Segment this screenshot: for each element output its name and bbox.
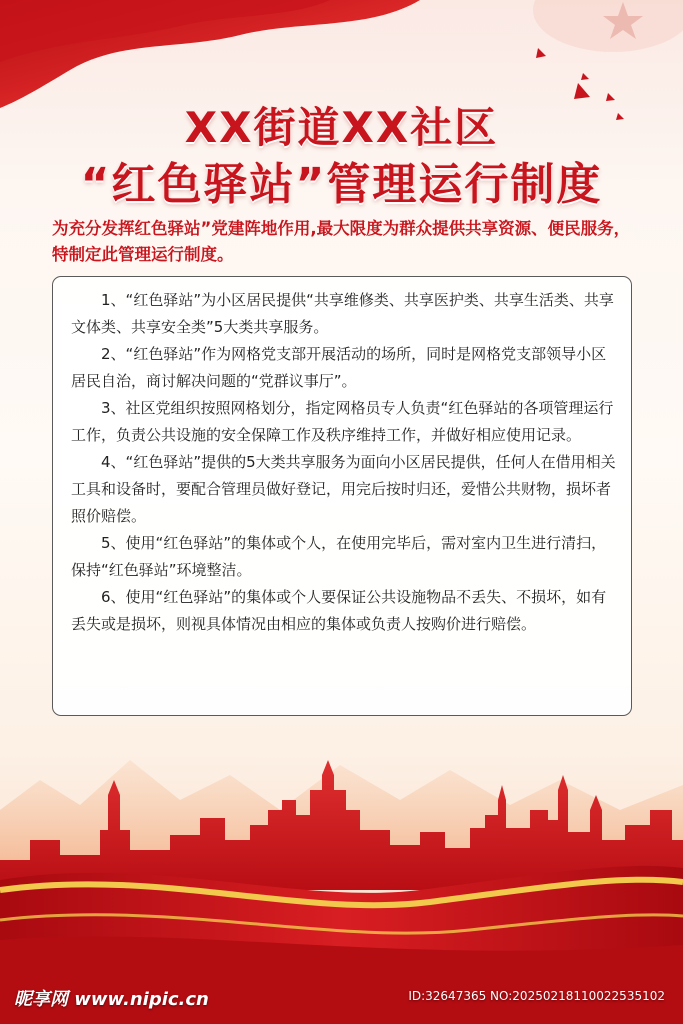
rules-box bbox=[52, 276, 632, 716]
red-flag-decoration bbox=[0, 0, 420, 110]
poster-title-line1: XX街道XX社区 bbox=[184, 103, 499, 152]
rule-item: 3、社区党组织按照网格划分，指定网格员专人负责“红色驿站的各项管理运行工作，负责公共设施的安全保障工作及秩序维持工作，并做好相应使用记录。 bbox=[71, 399, 614, 444]
rule-item: 1、“红色驿站”为小区居民提供“共享维修类、共享医护类、共享生活类、共享文体类、共享安全类”5大类共享服务。 bbox=[71, 291, 614, 336]
rule-item: 5、使用“红色驿站”的集体或个人，在使用完毕后，需对室内卫生进行清扫，保持“红色驿站”环境整洁。 bbox=[71, 534, 607, 579]
watermark-id: ID:32647365 NO:20250218110022535102 bbox=[408, 989, 665, 1003]
rule-item: 6、使用“红色驿站”的集体或个人要保证公共设施物品不丢失、不损坏，如有丢失或是损坏，则视具体情况由相应的集体或负责人按购价进行赔偿。 bbox=[71, 588, 607, 633]
poster-title-line2: “红色驿站”管理运行制度 bbox=[80, 159, 603, 210]
watermark-site: 昵享网 www.nipic.cn bbox=[14, 989, 209, 1010]
city-skyline-decoration bbox=[0, 740, 683, 1024]
rule-item: 2、“红色驿站”作为网格党支部开展活动的场所，同时是网格党支部领导小区居民自治，商讨解决问题的“党群议事厅”。 bbox=[71, 345, 607, 390]
intro-text: 为充分发挥红色驿站”党建阵地作用,最大限度为群众提供共享资源、便民服务，特制定此管理运行制度。 bbox=[52, 219, 631, 264]
rule-item: 4、“红色驿站”提供的5大类共享服务为面向小区居民提供，任何人在借用相关工具和设备时，要配合管理员做好登记，用完后按时归还，爱惜公共财物，损坏者照价赔偿。 bbox=[71, 453, 616, 525]
